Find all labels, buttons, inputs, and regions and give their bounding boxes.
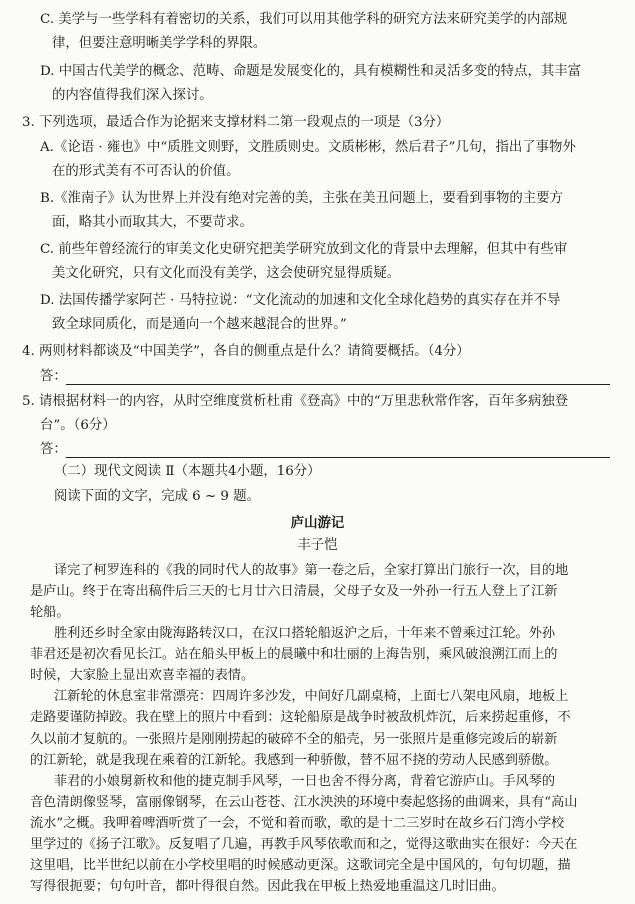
- essay-p4-line4: 里学过的《扬子江歌》。反复唱了几遍，再教手风琴依歌而和之，觉得这歌曲实在很好：今天在: [30, 836, 578, 852]
- essay-p1-line3: 轮船。: [30, 605, 70, 621]
- q3-option-a-line1: A.《论语 · 雍也》中“质胜文则野，文胜质则史。文质彬彬，然后君子”几句，指出了事物外: [40, 140, 576, 155]
- q3-option-b-line1: B.《淮南子》认为世界上并没有绝对完善的美，主张在美丑问题上，要看到事物的主要方: [40, 191, 563, 206]
- q4-answer-label: 答：: [40, 369, 67, 384]
- essay-p4-line1: 菲君的小娘舅新枚和他的捷克制手风琴，一日也舍不得分离，背着它游庐山。手风琴的: [54, 773, 556, 789]
- q3-option-b-line2: 面，略其小而取其大，不要苛求。: [52, 215, 253, 230]
- q2-option-d-line2: 的内容值得我们深入探讨。: [52, 88, 213, 103]
- q4-stem: 4. 两则材料都谈及“中国美学”，各自的侧重点是什么？请简要概括。（4分）: [22, 344, 470, 359]
- essay-p4-line2: 音色清朗像竖琴，富丽像钢琴，在云山苍苍、江水泱泱的环境中奏起悠扬的曲调来，具有“高山: [30, 794, 578, 810]
- q5-answer-label: 答：: [40, 442, 67, 457]
- essay-p4-line3: 流水”之概。我呷着啤酒听赏了一会，不觉和着而歌，歌的是十二三岁时在故乡石门湾小学校: [30, 815, 565, 831]
- q2-option-d-line1: D. 中国古代美学的概念、范畴、命题是发展变化的，具有模糊性和灵活多变的特点，其丰富: [40, 64, 582, 79]
- essay-p3-line4: 的江新轮，就是我现在乘着的江新轮。我感到一种骄傲，替不屈不挠的劳动人民感到骄傲。: [30, 752, 558, 768]
- essay-title: 庐山游记: [290, 515, 345, 531]
- q5-stem-line1: 5. 请根据材料一的内容，从时空维度赏析杜甫《登高》中的“万里悲秋常作客，百年多病独登: [22, 394, 569, 409]
- essay-p3-line1: 江新轮的休息室非常漂亮：四周许多沙发，中间好几副桌椅，上面七八架电风扇，地板上: [54, 689, 569, 705]
- q3-option-d-line1: D. 法国传播学家阿芒 · 马特拉说：“文化流动的加速和文化全球化趋势的真实存在并不导: [40, 293, 561, 308]
- q5-stem-line2: 台”。（6分）: [40, 418, 116, 433]
- q3-option-d-line2: 致全球同质化，而是通向一个越来越混合的世界。”: [52, 317, 347, 332]
- q3-option-c-line2: 美文化研究，只有文化而没有美学，这会使研究显得质疑。: [52, 266, 401, 281]
- q3-stem: 3. 下列选项，最适合作为论据来支撑材料二第一段观点的一项是（3分）: [22, 115, 450, 130]
- essay-p4-line6: 写得很扼要；句句叶音，都叶得很自然。因此我在甲板上热爱地重温这几时旧曲。: [30, 879, 505, 894]
- essay-author: 丰子恺: [297, 538, 338, 553]
- essay-p2-line2: 菲君还是初次看见长江。站在船头甲板上的晨曦中和壮丽的上海告别，乘风破浪溯江而上的: [30, 647, 558, 663]
- section2-heading: （二）现代文阅读 Ⅱ（本题共4小题，16分）: [54, 464, 321, 479]
- essay-p3-line2: 走路要谨防掉跤。我在壁上的照片中看到：这轮船原是战争时被敌机炸沉，后来捞起重修，不: [30, 710, 571, 726]
- q3-option-c-line1: C. 前些年曾经流行的审美文化史研究把美学研究放到文化的背景中去理解，但其中有些审: [40, 242, 568, 257]
- q5-answer-line[interactable]: [66, 457, 610, 458]
- essay-p4-line5: 这里唱，比半世纪以前在小学校里唱的时候感动更深。这歌词完全是中国风的，句句切题，描: [30, 857, 571, 873]
- essay-p2-line1: 胜利还乡时全家由陇海路转汉口，在汉口搭轮船返沪之后，十年来不曾乘过江轮。外孙: [54, 626, 556, 642]
- q2-option-c-line1: C. 美学与一些学科有着密切的关系，我们可以用其他学科的研究方法来研究美学的内部规: [40, 12, 568, 27]
- q2-option-c-line2: 律，但要注意明晰美学学科的界限。: [52, 36, 267, 51]
- essay-p2-line3: 时候，大家脸上显出欢喜幸福的表情。: [30, 668, 255, 684]
- essay-p3-line3: 久以前才复航的。一张照片是刚刚捞起的破碎不全的船壳，另一张照片是重修完竣后的崭新: [30, 731, 558, 747]
- section2-instruction: 阅读下面的文字，完成 6 ~ 9 题。: [54, 489, 260, 504]
- essay-p1-line1: 译完了柯罗连科的《我的同时代人的故事》第一卷之后，全家打算出门旅行一次，目的地: [54, 563, 569, 578]
- q3-option-a-line2: 在的形式美有不可否认的价值。: [52, 164, 240, 179]
- q4-answer-line[interactable]: [66, 384, 610, 385]
- essay-p1-line2: 是庐山。终于在寄出稿件后三天的七月廿六日清晨，父母子女及一外孙一行五人登上了江新: [30, 584, 558, 600]
